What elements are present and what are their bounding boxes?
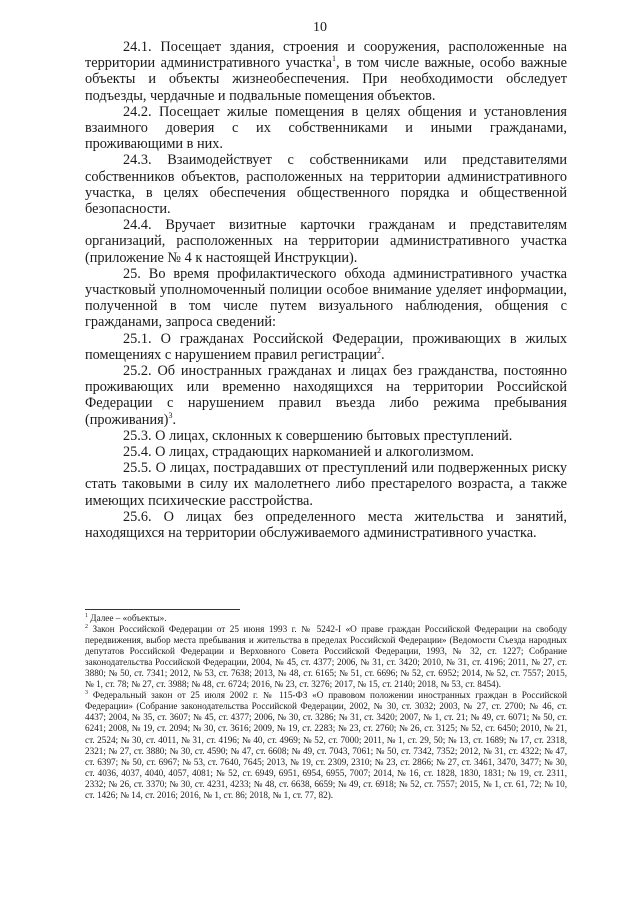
paragraph-24-3: 24.3. Взаимодействует с собственниками или представителями собственников объектов, расположенных на территории административного участка, в целях обеспечения общественного порядка и общественной безопасности. (85, 152, 567, 218)
footnote-2 (85, 624, 567, 690)
paragraph-25-4: 25.4. О лицах, страдающих наркоманией и алкоголизмом. (123, 444, 474, 461)
paragraph-text: . (172, 411, 177, 428)
footnote-3 (85, 690, 567, 800)
footnote-mark: 3 (85, 690, 88, 697)
paragraph-25-1 (85, 331, 567, 363)
paragraph-25-5: 25.5. О лицах, пострадавших от преступлений или подверженных риску стать таковыми в силу их малолетнего либо престарелого возраста, а также имеющих психические расстройства. (85, 460, 567, 509)
paragraph-text: , в том числе важные, особо важные объекты и объекты жизнеобеспечения. При необходимости обследует подъезды, чердачные и подвальные помещения объектов. (85, 55, 567, 104)
paragraph-text: 25.2. Об иностранных гражданах и лицах без гражданства, постоянно проживающих или временно находящихся на территории Российской Федерации с нарушением правил въезда либо режима пребывания (проживания) (85, 363, 567, 428)
footnote-text: Федеральный закон от 25 июля 2002 г. № 115-ФЗ «О правовом положении иностранных граждан в Российской Федерации» (Собрание законодательства Российской Федерации, 2002, № 30, ст. 3032; 2003, № 27, ст. 2700; № 46, ст. 4437; 2004, № 35, ст. 3607; № 45, ст. 4377; 2006, № 30, ст. 3286; № 31, ст. 3420; 2007, № 1, ст. 21; № 49, ст. 6071; № 50, ст. 6241; 2008, № 19, ст. 2094; № 30, ст. 3616; 2009, № 19, ст. 2283; № 23, ст. 2760; № 26, ст. 3125; № 52, ст. 6450; 2010, № 21, ст. 2524; № 30, ст. 4011, № 31, ст. 4196; № 40, ст. 4969; № 52, ст. 7000; 2011, № 1, ст. 29, 50; № 13, ст. 1689; № 17, ст. 2318, 2321; № 27, ст. 3880; № 30, ст. 4590; № 47, ст. 6608; № 49, ст. 7043, 7061; № 50, ст. 7342, 7352; 2012, № 31, ст. 4322; № 47, ст. 6397; № 50, ст. 6967; № 53, ст. 7640, 7645; 2013, № 19, ст. 2309, 2310; № 23, ст. 2866; № 27, ст. 3461, 3470, 3477; № 30, ст. 4036, 4037, 4040, 4057, 4081; № 52, ст. 6949, 6951, 6954, 6955, 7007; 2014, № 16, ст. 1828, 1830, 1831; № 19, ст. 2311, 2332; № 26, ст. 3370; № 30, ст. 4231, 4233; № 48, ст. 6638, 6659; № 49, ст. 6918; № 52, ст. 7557; 2015, № 1, ст. 61, 72; № 10, ст. 1426; № 14, ст. 2016; 2016, № 1, ст. 86; 2018, № 1, ст. 77, 82). (85, 690, 567, 800)
footnote-mark: 2 (85, 623, 88, 630)
paragraph-24-1 (85, 39, 567, 104)
paragraph-24-2: 24.2. Посещает жилые помещения в целях общения и установления взаимного доверия с их собственниками и иными гражданами, проживающими в них. (85, 103, 567, 153)
body-text (85, 39, 567, 541)
footnote-text: Далее – «объекты». (88, 613, 167, 623)
paragraph-25-2 (85, 363, 567, 428)
paragraph-24-4: 24.4. Вручает визитные карточки гражданам и представителям организаций, расположенных на территории административного участка (приложение № 4 к настоящей Инструкции). (85, 217, 567, 266)
footnote-mark: 1 (85, 612, 88, 619)
paragraph-text: . (381, 346, 385, 363)
page-number: 10 (313, 20, 327, 35)
footnote-separator (85, 609, 240, 610)
paragraph-text: 24.1. Посещает здания, строения и сооружения, расположенные на территории административного участка (85, 39, 567, 72)
paragraph-25: 25. Во время профилактического обхода административного участка участковый уполномоченный полиции особое внимание уделяет информации, полученной в том числе путем визуального наблюдения, общения с гражданами, запроса сведений: (85, 265, 567, 331)
paragraph-25-3: 25.3. О лицах, склонных к совершению бытовых преступлений. (123, 427, 513, 444)
footnote-ref-2[interactable]: 2 (377, 346, 382, 356)
paragraph-text: 25.1. О гражданах Российской Федерации, проживающих в жилых помещениях с нарушением правил регистрации (85, 330, 567, 363)
footnote-text: Закон Российской Федерации от 25 июня 1993 г. № 5242-I «О праве граждан Российской Федерации на свободу передвижения, выбор места пребывания и жительства в пределах Российской Федерации» (Ведомости Съезда народных депутатов Российской Федерации и Верховного Совета Российской Федерации, 1993, № 32, ст. 1227; Собрание законодательства Российской Федерации, 2004, № 45, ст. 4377; 2006, № 31, ст. 3420; 2010, № 31, ст. 4196; 2011, № 27, ст. 3880; № 50, ст. 7341; 2012, № 53, ст. 7638; 2013, № 48, ст. 6165; № 51, ст. 6696; № 52, ст. 6952; 2014, № 52, ст. 7557; 2015, № 1, ст. 78; № 27, ст. 3988; № 48, ст. 6724; 2016, № 23, ст. 3276; 2017, № 15, ст. 2140; 2018, № 53, ст. 8454). (85, 624, 567, 690)
footnotes (85, 613, 567, 801)
paragraph-25-6: 25.6. О лицах без определенного места жительства и занятий, находящихся на территории обслуживаемого административного участка. (85, 508, 567, 542)
footnote-ref-1[interactable]: 1 (331, 54, 336, 64)
footnote-ref-3[interactable]: 3 (168, 410, 173, 420)
footnote-1 (85, 613, 567, 624)
